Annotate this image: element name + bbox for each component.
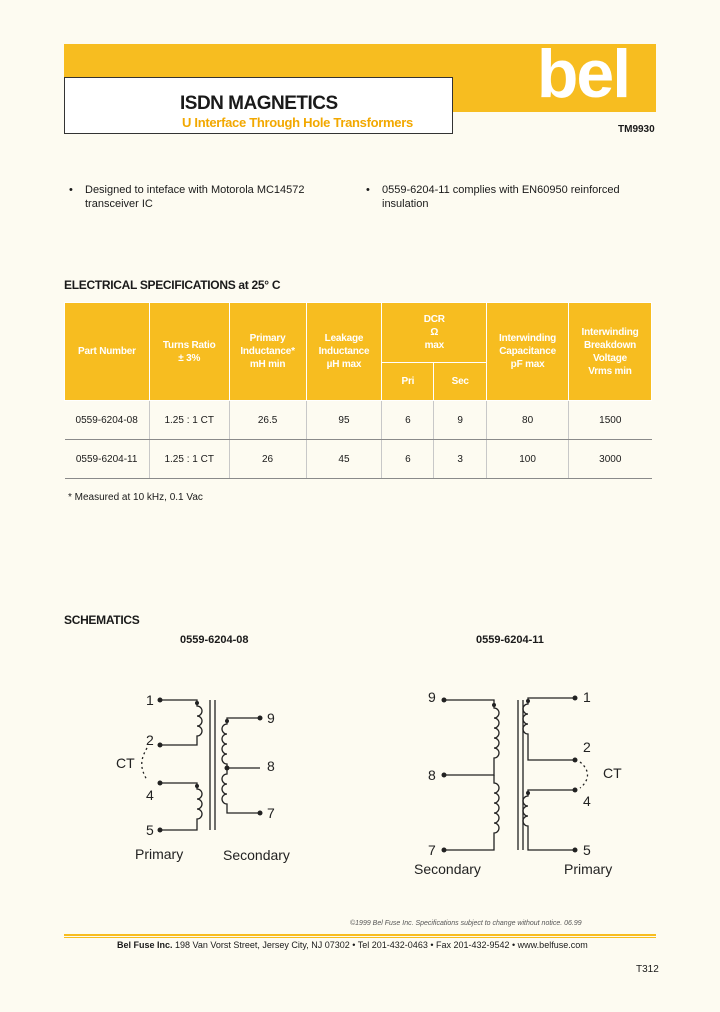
- feature-text: Designed to inteface with Motorola MC14572 transceiver IC: [85, 184, 305, 210]
- pin-dot: [442, 698, 447, 703]
- schematic-left-part: 0559-6204-08: [180, 634, 249, 646]
- page-number: T312: [636, 964, 659, 975]
- pin-label: 4: [583, 793, 591, 809]
- pin-dot: [225, 766, 230, 771]
- pin-label: 4: [146, 787, 154, 803]
- header-dcr-pri: Pri: [382, 363, 434, 401]
- header-dcr-sec: Sec: [434, 363, 487, 401]
- pin-label: 7: [267, 805, 275, 821]
- cell: 1.25 : 1 CT: [149, 440, 229, 479]
- polarity-dot: [195, 784, 199, 788]
- header-part-number: Part Number: [65, 303, 150, 401]
- secondary-label: Secondary: [223, 847, 290, 863]
- primary-label: Primary: [564, 861, 613, 877]
- pin-label: 2: [583, 739, 591, 755]
- left-ct-link: [142, 748, 147, 780]
- pin-dot: [573, 696, 578, 701]
- polarity-dot: [526, 699, 530, 703]
- ct-label: CT: [603, 765, 622, 781]
- pin-dot: [573, 788, 578, 793]
- pin-dot: [258, 716, 263, 721]
- header-turns-ratio: Turns Ratio ± 3%: [149, 303, 229, 401]
- pin-label: 8: [428, 767, 436, 783]
- pin-label: 2: [146, 732, 154, 748]
- company-name: Bel Fuse Inc.: [117, 940, 173, 950]
- contact-info: [117, 940, 588, 950]
- page-title: ISDN MAGNETICS: [180, 93, 338, 114]
- right-ct-link: [580, 762, 588, 788]
- pin-label: 5: [146, 822, 154, 838]
- pin-label: 1: [146, 692, 154, 708]
- cell: 100: [487, 440, 569, 479]
- pin-label: 9: [428, 689, 436, 705]
- primary-label: Primary: [135, 846, 184, 862]
- cell: 0559-6204-08: [65, 401, 150, 440]
- cell: 95: [306, 401, 382, 440]
- pin-label: 1: [583, 689, 591, 705]
- copyright: ©1999 Bel Fuse Inc. Specifications subject to change without notice. 06.99: [350, 920, 582, 927]
- left-secondary-winding: [222, 718, 260, 813]
- cell: 0559-6204-11: [65, 440, 150, 479]
- contact-details: 198 Van Vorst Street, Jersey City, NJ 07302 • Tel 201-432-0463 • Fax 201-432-9542 • www.belfuse.com: [172, 940, 588, 950]
- pin-dot: [158, 781, 163, 786]
- secondary-label: Secondary: [414, 861, 481, 877]
- pin-label: 8: [267, 758, 275, 774]
- footer-rule: [64, 934, 656, 936]
- cell: 6: [382, 440, 434, 479]
- polarity-dot: [492, 703, 496, 707]
- polarity-dot: [195, 701, 199, 705]
- document-number: TM9930: [618, 124, 655, 135]
- header-leakage-inductance: Leakage Inductance µH max: [306, 303, 382, 401]
- schematic-right-part: 0559-6204-11: [476, 634, 544, 646]
- pin-label: 7: [428, 842, 436, 858]
- bel-logo: bel: [536, 36, 630, 112]
- left-primary-winding: [160, 700, 202, 830]
- right-primary-winding: [523, 698, 575, 850]
- cell: 26.5: [229, 401, 306, 440]
- cell: 80: [487, 401, 569, 440]
- pin-dot: [158, 828, 163, 833]
- footer-rule: [64, 937, 656, 938]
- header-breakdown-voltage: Interwinding Breakdown Voltage Vrms min: [569, 303, 652, 401]
- page-subtitle: U Interface Through Hole Transformers: [182, 115, 413, 130]
- cell: 6: [382, 401, 434, 440]
- electrical-heading: ELECTRICAL SPECIFICATIONS at 25° C: [64, 278, 281, 292]
- pin-dot: [573, 758, 578, 763]
- pin-label: 5: [583, 842, 591, 858]
- pin-dot: [442, 773, 447, 778]
- header-primary-inductance: Primary Inductance* mH min: [229, 303, 306, 401]
- cell: 45: [306, 440, 382, 479]
- schematics-heading: SCHEMATICS: [64, 613, 140, 627]
- cell: 3000: [569, 440, 652, 479]
- pin-dot: [258, 811, 263, 816]
- feature-text: 0559-6204-11 complies with EN60950 reinforced insulation: [382, 184, 620, 210]
- cell: 1500: [569, 401, 652, 440]
- cell: 1.25 : 1 CT: [149, 401, 229, 440]
- polarity-dot: [225, 719, 229, 723]
- pin-dot: [158, 698, 163, 703]
- pin-dot: [442, 848, 447, 853]
- cell: 9: [434, 401, 487, 440]
- cell: 26: [229, 440, 306, 479]
- header-dcr: DCR Ω max: [382, 303, 487, 363]
- header-capacitance: Interwinding Capacitance pF max: [487, 303, 569, 401]
- pin-dot: [573, 848, 578, 853]
- cell: 3: [434, 440, 487, 479]
- polarity-dot: [526, 791, 530, 795]
- pin-dot: [158, 743, 163, 748]
- bullet-icon: •: [69, 184, 73, 196]
- ct-label: CT: [116, 755, 135, 771]
- right-secondary-winding: [444, 700, 499, 850]
- pin-label: 9: [267, 710, 275, 726]
- bullet-icon: •: [366, 184, 370, 196]
- measurement-note: * Measured at 10 kHz, 0.1 Vac: [68, 492, 203, 503]
